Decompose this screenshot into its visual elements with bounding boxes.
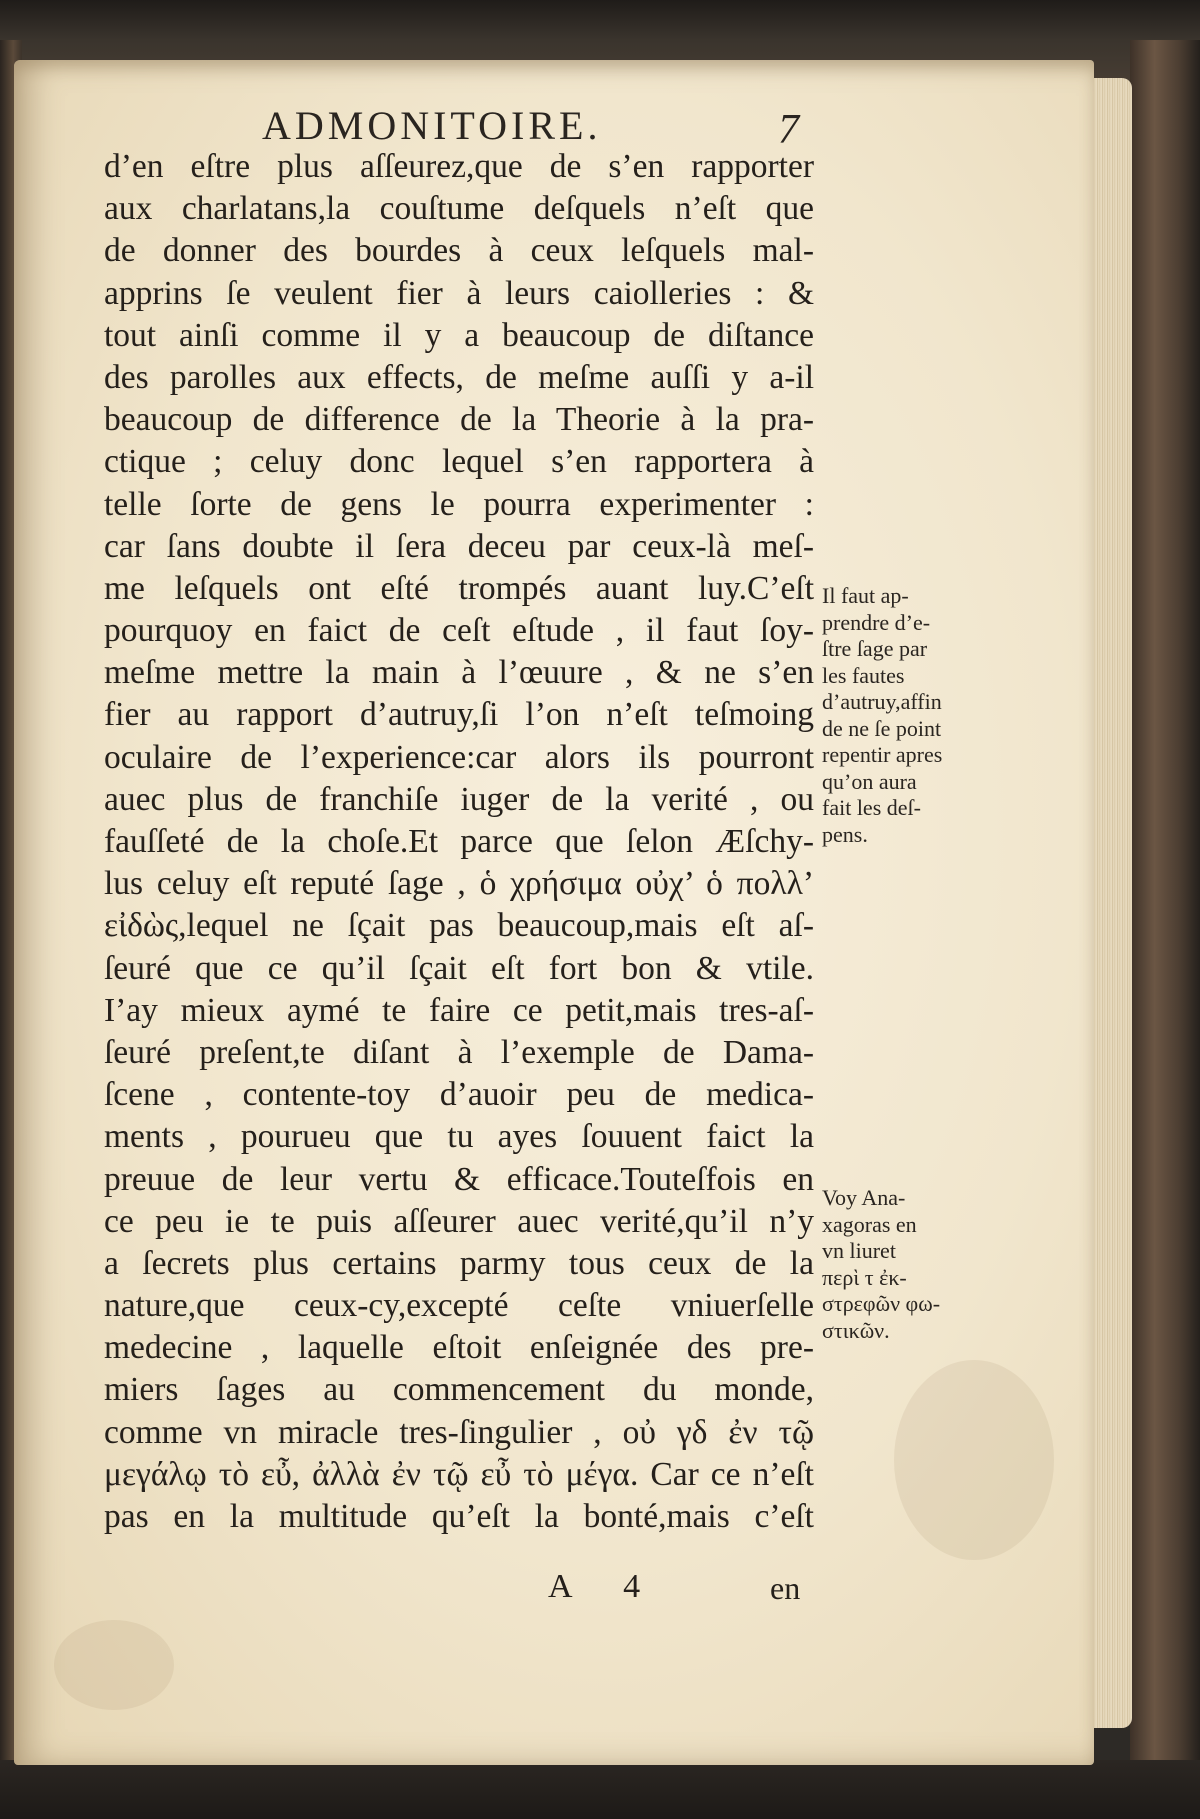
- marginal-note-line: d’autruy,affin: [822, 689, 942, 714]
- text-line: nature,que ceux-cy,excepté ceſte vniuerſelle: [104, 1287, 814, 1325]
- text-line: fier au rapport d’autruy,ſi l’on n’eſt teſmoing: [104, 696, 814, 734]
- text-line: ce peu ie te puis aſſeurer auec verité,qu’il n’y: [104, 1202, 814, 1240]
- text-line: meſme mettre la main à l’œuure , & ne s’en: [104, 654, 814, 692]
- text-line: miers ſages au commencement du monde,: [104, 1371, 814, 1409]
- marginal-note-line: ſtre ſage par: [822, 636, 928, 661]
- text-line: μεγάλῳ τὸ εὖ, ἀλλὰ ἐν τῷ εὖ τὸ μέγα. Car ce n’eſt: [104, 1455, 814, 1493]
- text-line: ments , pourueu que tu ayes ſouuent faict la: [104, 1118, 814, 1156]
- text-line: ſeuré que ce qu’il ſçait eſt fort bon & vtile.: [104, 949, 814, 987]
- text-line: apprins ſe veulent fier à leurs caiolleries : &: [104, 274, 814, 312]
- text-line: beaucoup de difference de la Theorie à la pra-: [104, 401, 814, 439]
- marginal-note-line: pens.: [822, 821, 868, 847]
- marginal-note-line: xagoras en: [822, 1211, 917, 1237]
- marginal-note-line: vn liuret: [822, 1238, 896, 1263]
- text-line: medecine , laquelle eſtoit enſeignée des pre-: [104, 1329, 814, 1367]
- text-line: fauſſeté de la choſe.Et parce que ſelon Æſchy-: [104, 823, 814, 860]
- text-line: a ſecrets plus certains parmy tous ceux de la: [104, 1244, 814, 1282]
- marginal-note-line: στικῶν.: [822, 1317, 890, 1343]
- marginal-note-line: qu’on aura: [822, 768, 917, 794]
- text-line: des parolles aux effects, de meſme auſſi y a-il: [104, 358, 814, 396]
- text-line: me leſquels ont eſté trompés auant luy.C’eſt: [104, 569, 814, 607]
- body-text: [104, 146, 814, 1538]
- signature-mark: A 4: [548, 1568, 663, 1605]
- text-line: ſeuré preſent,te diſant à l’exemple de Dama-: [104, 1033, 814, 1071]
- page-stain: [894, 1360, 1054, 1560]
- marginal-note-line: prendre d’e-: [822, 609, 931, 635]
- book-cover-right: [1130, 40, 1200, 1819]
- text-line: εἰδὼς,lequel ne ſçait pas beaucoup,mais eſt aſ-: [104, 907, 814, 945]
- text-line: pas en la multitude qu’eſt la bonté,mais c’eſt: [104, 1498, 814, 1535]
- text-line: telle ſorte de gens le pourra experimenter :: [104, 485, 814, 523]
- marginal-note-2: [822, 1185, 1002, 1344]
- page-stain: [54, 1620, 174, 1710]
- text-line: I’ay mieux aymé te faire ce petit,mais tres-aſ-: [104, 991, 814, 1029]
- marginal-note-line: les fautes: [822, 662, 905, 688]
- text-line: tout ainſi comme il y a beaucoup de diſtance: [104, 316, 814, 354]
- text-line: car ſans doubte il ſera deceu par ceux-là meſ-: [104, 527, 814, 565]
- text-line: oculaire de l’experience:car alors ils pourront: [104, 738, 814, 776]
- marginal-note-1: [822, 583, 1002, 848]
- text-line: comme vn miracle tres-ſingulier , οὐ γδ ἐν τῷ: [104, 1413, 814, 1451]
- catchword: en: [770, 1570, 801, 1606]
- marginal-note-line: Il faut ap-: [822, 583, 909, 608]
- text-line: de donner des bourdes à ceux leſquels mal-: [104, 232, 814, 270]
- text-line: preuue de leur vertu & efficace.Touteſfois en: [104, 1160, 814, 1198]
- text-line: lus celuy eſt reputé ſage , ὁ χρήσιμα οὐχ’ ὁ πολλ’: [104, 865, 814, 903]
- marginal-note-line: de ne ſe point: [822, 715, 942, 741]
- marginal-note-line: περὶ τ ἐκ-: [822, 1264, 907, 1290]
- text-line: aux charlatans,la couſtume deſquels n’eſt que: [104, 190, 814, 228]
- book-cover-bottom: [0, 1760, 1200, 1819]
- marginal-note-line: repentir apres: [822, 742, 943, 767]
- text-line: d’en eſtre plus aſſeurez,que de s’en rapporter: [104, 148, 814, 185]
- marginal-note-line: Voy Ana-: [822, 1185, 906, 1210]
- marginal-note-line: στρεφῶν φω-: [822, 1291, 941, 1316]
- text-line: ſcene , contente-toy d’auoir peu de medica-: [104, 1076, 814, 1114]
- marginal-note-line: fait les deſ-: [822, 795, 921, 820]
- text-line: pourquoy en faict de ceſt eſtude , il faut ſoy-: [104, 612, 814, 650]
- page-edges: [1088, 78, 1132, 1728]
- running-head: ADMONITOIRE.: [262, 103, 602, 148]
- text-line: auec plus de franchiſe iuger de la verité , ou: [104, 780, 814, 818]
- text-line: ctique ; celuy donc lequel s’en rapportera à: [104, 443, 814, 481]
- page-number: 7: [778, 107, 799, 153]
